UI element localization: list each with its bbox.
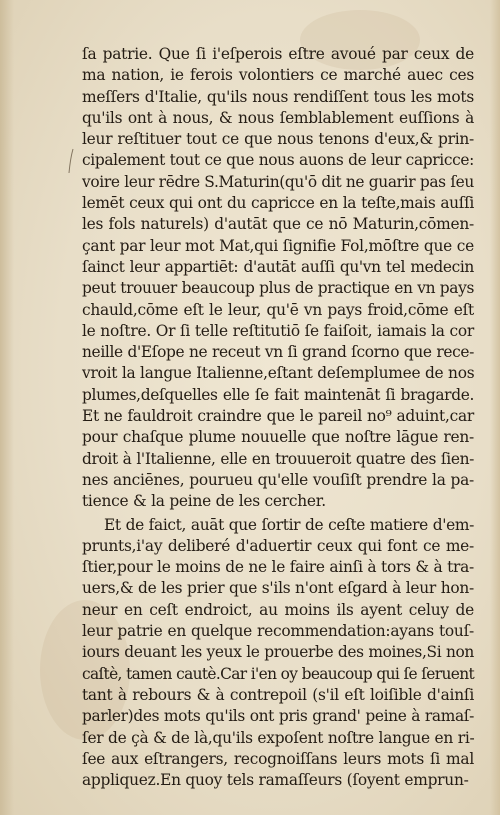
page-text xyxy=(82,44,474,791)
paragraph-2 xyxy=(82,515,474,792)
text-line: chauld,cōme eſt le leur, qu'ē vn pays froid,cōme eſt xyxy=(82,300,474,319)
text-line: çant par leur mot Mat,qui ſignifie Fol,mōſtre que ce xyxy=(82,236,474,255)
text-line: appliquez.En quoy tels ramaſſeurs (ſoyent emprun- xyxy=(82,771,469,790)
text-line: droit à l'Italienne, elle en trouueroit quatre des ſien- xyxy=(82,449,474,468)
text-line: uers,& de les prier que s'ils n'ont eſgard à leur hon- xyxy=(82,579,474,598)
text-line: parler)des mots qu'ils ont pris grand' peine à ramaſ- xyxy=(82,707,474,726)
text-line: les fols naturels) d'autāt que ce nō Maturin,cōmen- xyxy=(82,215,474,234)
text-line: tience & la peine de les cercher. xyxy=(82,492,326,511)
text-line: vroit la langue Italienne,eſtant deſemplumee de nos xyxy=(82,364,475,383)
text-line: lemēt ceux qui ont du capricce en la teſte,mais auſſi xyxy=(82,194,474,213)
page-edge-shadow xyxy=(490,0,500,815)
text-line: ma nation, ie ferois volontiers ce marché auec ces xyxy=(82,66,474,85)
text-line: iours deuant les yeux le prouerbe des moines,Si non xyxy=(82,643,474,662)
text-line: cipalement tout ce que nous auons de leur capricce: xyxy=(82,151,474,170)
text-line: Et ne fauldroit craindre que le pareil no⁹ aduint,car xyxy=(82,407,474,426)
text-line: peut trouuer beaucoup plus de practique en vn pays xyxy=(82,279,474,298)
text-line: neur en ceſt endroict, au moins ils ayent celuy de xyxy=(82,600,474,619)
page-gutter-shadow xyxy=(0,0,14,815)
text-line: ſer de çà & de là,qu'ils expoſent noſtre langue en ri- xyxy=(82,728,475,747)
text-line: neille d'Eſope ne receut vn ſi grand ſcorno que rece- xyxy=(82,343,474,362)
text-line: leur patrie en quelque recommendation:ayans touſ- xyxy=(82,622,474,641)
text-line: meſſers d'Italie, qu'ils nous rendiſſent tous les mots xyxy=(82,87,474,106)
margin-mark-icon xyxy=(66,148,76,174)
text-line: Et de faict, auāt que ſortir de ceſte matiere d'em- xyxy=(104,515,474,534)
text-line: qu'ils ont à nous, & nous ſemblablement euſſions à xyxy=(82,108,474,127)
text-line: nes anciēnes, pourueu qu'elle vouſiſt prendre la pa- xyxy=(82,470,474,489)
text-line: pour chaſque plume nouuelle que noſtre lāgue ren- xyxy=(82,428,474,447)
text-line: prunts,i'ay deliberé d'aduertir ceux qui font ce me- xyxy=(82,536,474,555)
text-line: plumes,deſquelles elle ſe fait maintenāt ſi bragarde. xyxy=(82,385,474,404)
text-line: ſee aux eſtrangers, recognoiſſans leurs mots ſi mal xyxy=(82,749,474,768)
text-line: ſtier,pour le moins de ne le faire ainſi à tors & à tra- xyxy=(82,558,474,577)
text-line: le noſtre. Or ſi telle reſtitutiō ſe faiſoit, iamais la cor xyxy=(82,321,474,340)
text-line: leur reſtituer tout ce que nous tenons d'eux,& prin- xyxy=(82,130,474,149)
text-line: ſainct leur appartiēt: d'autāt auſſi qu'vn tel medecin xyxy=(82,257,474,276)
paragraph-1 xyxy=(82,44,474,513)
text-line: voire leur rēdre S.Maturin(qu'ō dit ne guarir pas ſeu xyxy=(82,172,474,191)
text-line: tant à rebours & à contrepoil (s'il eſt loiſible d'ainſi xyxy=(82,685,474,704)
text-line: caſtè, tamen cautè.Car i'en oy beaucoup qui ſe ſeruent xyxy=(82,664,474,683)
text-line: ſa patrie. Que ſi i'eſperois eſtre avoué par ceux de xyxy=(82,45,474,63)
